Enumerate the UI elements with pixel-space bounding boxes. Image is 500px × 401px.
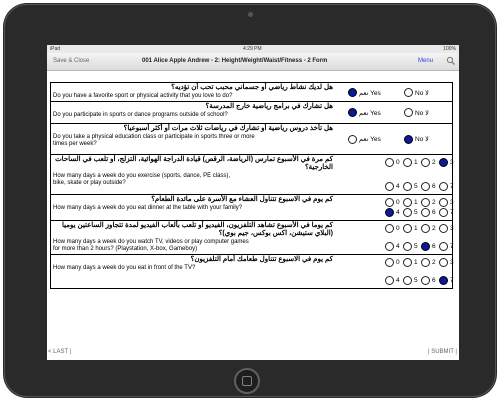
radio-selected[interactable] — [348, 88, 357, 97]
option-label: No لا — [415, 136, 429, 143]
answer-option[interactable] — [385, 242, 400, 251]
option-label: 5 — [414, 183, 418, 190]
answer-option[interactable] — [403, 224, 418, 233]
clock: 4:29 PM — [243, 46, 262, 52]
option-label: 4 — [396, 209, 400, 216]
question-arabic: هل لديك نشاط رياضي أو جسماني محبب تحب أن تؤديه؟ — [171, 84, 333, 91]
option-label: 5 — [414, 209, 418, 216]
answer-option[interactable] — [403, 276, 418, 285]
radio-unselected[interactable] — [439, 258, 448, 267]
answer-option[interactable] — [403, 208, 418, 217]
question-row — [50, 221, 453, 255]
radio-selected[interactable] — [385, 208, 394, 217]
save-close-button[interactable]: Save & Close — [53, 58, 90, 64]
radio-unselected[interactable] — [385, 224, 394, 233]
option-label: 3 — [450, 225, 454, 232]
app-screen — [47, 45, 459, 360]
option-label: 6 — [432, 277, 436, 284]
option-label: 2 — [432, 159, 436, 166]
radio-selected[interactable] — [348, 108, 357, 117]
answer-option[interactable] — [385, 208, 400, 217]
option-label: 5 — [414, 277, 418, 284]
radio-unselected[interactable] — [421, 276, 430, 285]
option-label: 0 — [396, 199, 400, 206]
radio-unselected[interactable] — [403, 276, 412, 285]
answer-option[interactable] — [404, 88, 429, 97]
answer-option[interactable] — [385, 276, 400, 285]
radio-selected[interactable] — [439, 276, 448, 285]
submit-button[interactable]: | SUBMIT | — [427, 349, 457, 355]
radio-unselected[interactable] — [348, 135, 357, 144]
radio-unselected[interactable] — [439, 182, 448, 191]
answer-option[interactable] — [439, 208, 454, 217]
radio-unselected[interactable] — [439, 198, 448, 207]
question-row — [50, 102, 453, 124]
radio-unselected[interactable] — [385, 158, 394, 167]
question-english: times per week? — [53, 141, 97, 147]
radio-unselected[interactable] — [385, 182, 394, 191]
question-row — [50, 195, 453, 221]
answer-option[interactable] — [421, 242, 436, 251]
option-label: 6 — [432, 183, 436, 190]
question-text — [53, 84, 333, 100]
answer-option[interactable] — [439, 182, 454, 191]
question-english: How many days a week do you eat in front of the TV? — [53, 265, 196, 271]
radio-unselected[interactable] — [403, 182, 412, 191]
option-label: 1 — [414, 159, 418, 166]
radio-unselected[interactable] — [421, 208, 430, 217]
answer-option[interactable] — [385, 182, 400, 191]
answer-option[interactable] — [439, 198, 454, 207]
radio-unselected[interactable] — [385, 242, 394, 251]
answer-option[interactable] — [403, 182, 418, 191]
option-label: 7 — [450, 277, 454, 284]
answer-option[interactable] — [439, 276, 454, 285]
radio-unselected[interactable] — [421, 198, 430, 207]
option-label: 3 — [450, 159, 454, 166]
question-arabic: هل تشارك في برامج رياضية خارج المدرسة؟ — [205, 103, 333, 110]
option-label: 7 — [450, 243, 454, 250]
option-label: نعم Yes — [359, 89, 381, 97]
question-arabic: كم مرة في الأسبوع تمارس (الرياضة، الرقص) قيادة الدراجة الهوائية، التزلج، أو تلعب في الساحات الخارجية؟ — [55, 156, 333, 171]
radio-unselected[interactable] — [403, 242, 412, 251]
option-label: 2 — [432, 199, 436, 206]
radio-unselected[interactable] — [439, 208, 448, 217]
answer-option[interactable] — [439, 242, 454, 251]
option-label: 5 — [414, 243, 418, 250]
question-text — [53, 103, 333, 119]
option-label: No لا — [415, 89, 429, 97]
option-label: 3 — [450, 199, 454, 206]
question-row — [50, 124, 453, 155]
radio-unselected[interactable] — [403, 258, 412, 267]
option-label: 0 — [396, 159, 400, 166]
question-row — [50, 82, 453, 102]
option-label: 4 — [396, 183, 400, 190]
question-english: How many days a week do you watch TV, videos or play computer games — [53, 239, 249, 245]
answer-option[interactable] — [439, 224, 454, 233]
device-label: iPad — [50, 46, 61, 52]
question-row — [50, 255, 453, 289]
answer-option[interactable] — [385, 158, 400, 167]
option-label: 2 — [432, 259, 436, 266]
question-row — [50, 155, 453, 195]
question-english: for more than 2 hours? (Playstation, X-box, Gameboy) — [53, 246, 198, 252]
answer-option[interactable] — [348, 135, 381, 144]
answer-option[interactable] — [404, 108, 429, 117]
option-label: 7 — [450, 209, 454, 216]
search-icon[interactable] — [446, 56, 456, 66]
radio-unselected[interactable] — [439, 242, 448, 251]
radio-unselected[interactable] — [404, 108, 413, 117]
answer-option[interactable] — [404, 135, 429, 144]
option-label: 1 — [414, 225, 418, 232]
radio-unselected[interactable] — [385, 258, 394, 267]
answer-option[interactable] — [421, 208, 436, 217]
question-arabic: كم يوم في الاسبوع تتناول طعامك أمام التلفزيون؟ — [190, 256, 333, 263]
question-arabic: هل تأخذ دروس رياضية أو تشارك في رياضات ثلاث مرات أو أكثر أسبوعيا؟ — [123, 125, 333, 132]
option-label: 4 — [396, 277, 400, 284]
home-icon — [242, 376, 252, 386]
radio-unselected[interactable] — [385, 276, 394, 285]
question-english: bike, skate or play outside? — [53, 180, 126, 186]
option-label: 4 — [396, 243, 400, 250]
answer-option[interactable] — [439, 258, 454, 267]
option-label: No لا — [415, 109, 429, 117]
menu-button[interactable]: Menu — [418, 58, 434, 64]
radio-unselected[interactable] — [421, 182, 430, 191]
question-english: Do you take a physical education class or participate in sports three or more — [53, 134, 255, 140]
option-label: نعم Yes — [359, 136, 381, 143]
option-label: 1 — [414, 199, 418, 206]
answer-option[interactable] — [385, 258, 400, 267]
option-label: 2 — [432, 225, 436, 232]
answer-option[interactable] — [385, 198, 400, 207]
answer-option[interactable] — [385, 224, 400, 233]
option-label: 0 — [396, 225, 400, 232]
answer-option[interactable] — [439, 158, 454, 167]
footer-bar — [47, 347, 459, 360]
answer-option[interactable] — [403, 158, 418, 167]
answer-option[interactable] — [421, 158, 436, 167]
option-label: 6 — [432, 243, 436, 250]
radio-unselected[interactable] — [421, 158, 430, 167]
radio-selected[interactable] — [439, 158, 448, 167]
answer-option[interactable] — [421, 198, 436, 207]
question-english: Do you participate in sports or dance programs outside of school? — [53, 112, 228, 118]
option-label: 3 — [450, 259, 454, 266]
home-button[interactable] — [234, 368, 260, 394]
question-english: How many days a week do you exercise (sports, dance, PE class), — [53, 173, 231, 179]
question-arabic: كم يوم في الاسبوع تتناول العشاء مع الأسرة على مائدة الطعام؟ — [151, 196, 333, 203]
answer-option[interactable] — [421, 182, 436, 191]
answer-option[interactable] — [403, 258, 418, 267]
radio-unselected[interactable] — [421, 224, 430, 233]
answer-option[interactable] — [421, 224, 436, 233]
question-text — [53, 196, 333, 212]
nav-bar — [47, 53, 459, 71]
radio-unselected[interactable] — [403, 224, 412, 233]
tablet-frame — [3, 3, 497, 398]
last-button[interactable]: < LAST | — [48, 349, 72, 355]
option-label: 1 — [414, 259, 418, 266]
radio-selected[interactable] — [404, 135, 413, 144]
radio-unselected[interactable] — [403, 158, 412, 167]
question-text — [53, 222, 333, 253]
option-label: 6 — [432, 209, 436, 216]
status-bar — [47, 45, 459, 53]
question-arabic: كم يوما في الأسبوع تشاهد التلفزيون، الفيديو أو تلعب بألعاب الفيديو لمدة تتجاوز الساعتين يوميا (البلاي ستيشن، اكس بوكس، جيم بوي)؟ — [62, 222, 333, 237]
answer-option[interactable] — [421, 276, 436, 285]
option-label: 0 — [396, 259, 400, 266]
camera-dot — [248, 12, 253, 17]
answer-option[interactable] — [403, 198, 418, 207]
question-english: Do you have a favorite sport or physical activity that you love to do? — [53, 93, 233, 99]
answer-option[interactable] — [348, 108, 381, 117]
radio-unselected[interactable] — [403, 198, 412, 207]
question-text — [53, 125, 333, 148]
answer-option[interactable] — [348, 88, 381, 97]
battery-label: 100% — [443, 46, 456, 52]
option-label: نعم Yes — [359, 109, 381, 117]
page-title: 001 Alice Apple Andrew - 2: Height/Weight/Waist/Fitness - 2 Form — [142, 58, 328, 64]
answer-option[interactable] — [421, 258, 436, 267]
question-text — [53, 156, 333, 187]
question-text — [53, 256, 333, 272]
option-label: 7 — [450, 183, 454, 190]
radio-selected[interactable] — [421, 242, 430, 251]
answer-option[interactable] — [403, 242, 418, 251]
radio-unselected[interactable] — [421, 258, 430, 267]
radio-unselected[interactable] — [439, 224, 448, 233]
radio-unselected[interactable] — [404, 88, 413, 97]
question-english: How many days a week do you eat dinner at the table with your family? — [53, 205, 243, 211]
radio-unselected[interactable] — [385, 198, 394, 207]
radio-unselected[interactable] — [403, 208, 412, 217]
